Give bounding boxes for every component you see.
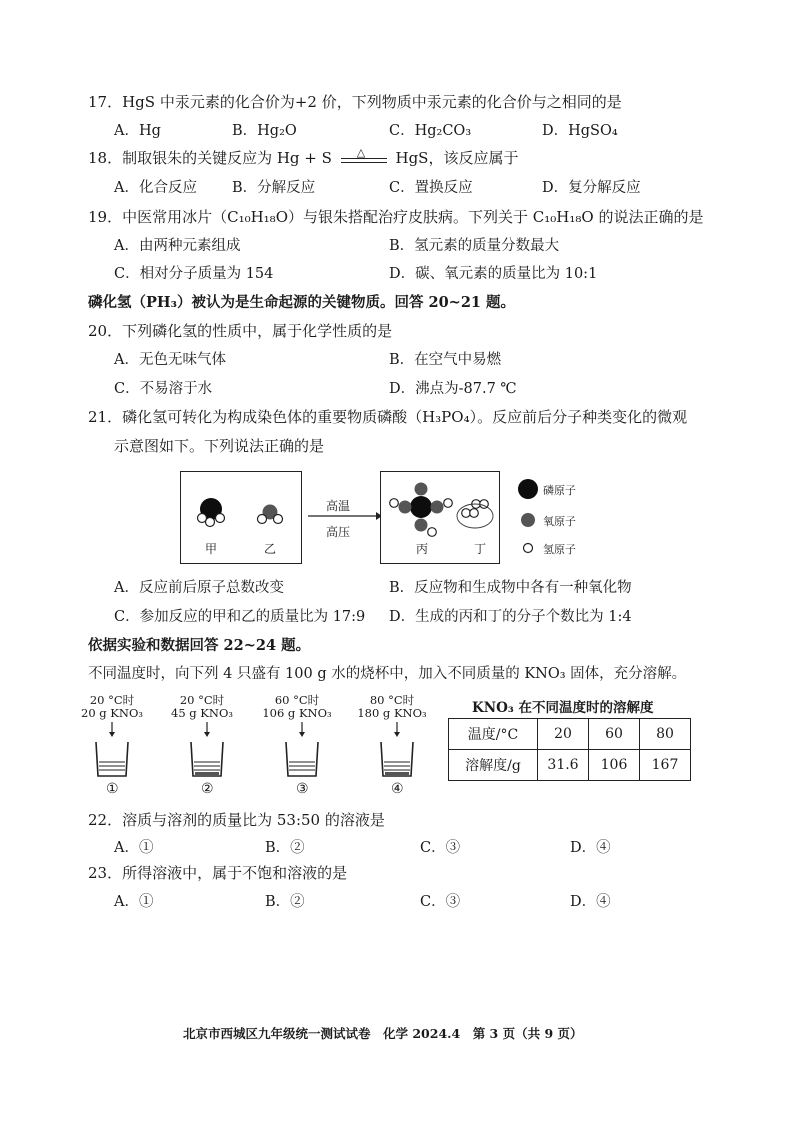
q20-option-c: C．不易溶于水 — [114, 381, 213, 397]
heat-symbol: △ — [356, 146, 366, 159]
q23-stem: 23．所得溶液中，属于不饱和溶液的是 — [88, 864, 348, 882]
q18-option-c: C．置换反应 — [389, 180, 473, 196]
table-cell: 60 — [589, 719, 640, 750]
hydrogen-atom — [444, 499, 453, 508]
q21-option-d: D．生成的丙和丁的分子个数比为 1:4 — [389, 609, 632, 625]
beaker-3-icon — [286, 722, 318, 776]
q22-option-c: C．③ — [420, 840, 461, 856]
q21-option-a: A．反应前后原子总数改变 — [114, 580, 284, 596]
q19-option-a: A．由两种元素组成 — [114, 238, 241, 254]
q17-option-b: B．Hg₂O — [232, 123, 297, 139]
solubility-table — [448, 718, 691, 781]
q23-option-d: D．④ — [570, 894, 611, 910]
q19-option-c: C．相对分子质量为 154 — [114, 266, 274, 282]
q17-option-a: A．Hg — [114, 123, 161, 139]
phosphorus-atom — [410, 496, 432, 518]
beaker-4-number: ④ — [391, 781, 404, 797]
q17-option-d: D．HgSO₄ — [542, 123, 618, 139]
label-bing: 丙 — [416, 542, 429, 556]
table-cell: 80 — [640, 719, 691, 750]
hydrogen-atom — [274, 515, 283, 524]
label-jia: 甲 — [205, 542, 218, 556]
beaker-1-label — [67, 694, 157, 720]
q18-stem — [88, 148, 518, 168]
beaker-3-temp: 60 °C时 — [274, 693, 320, 707]
hydrogen-atom — [462, 509, 471, 518]
label-ding: 丁 — [474, 542, 487, 556]
beaker-4-mass: 180 g KNO₃ — [357, 706, 427, 720]
reaction-arrow — [341, 146, 387, 166]
table-header-temp: 温度/°C — [449, 719, 538, 750]
q22-option-d: D．④ — [570, 840, 611, 856]
reaction-arrow-icon — [306, 510, 382, 522]
q23-option-a: A．① — [114, 894, 154, 910]
q20-stem: 20．下列磷化氢的性质中，属于化学性质的是 — [88, 322, 393, 340]
hydrogen-atom — [428, 528, 437, 537]
q22-stem: 22．溶质与溶剂的质量比为 53:50 的溶液是 — [88, 811, 385, 829]
q18-option-a: A．化合反应 — [114, 180, 197, 196]
q20-option-a: A．无色无味气体 — [114, 352, 226, 368]
oxygen-legend-icon — [521, 513, 535, 527]
q21-stem-line1: 21．磷化氢可转化为构成染色体的重要物质磷酸（H₃PO₄）。反应前后分子种类变化的微观 — [88, 408, 688, 426]
table-row — [449, 719, 691, 750]
table-row — [449, 750, 691, 781]
legend-phosphorus: 磷原子 — [543, 484, 576, 497]
reactants-box — [180, 471, 302, 564]
hydrogen-legend-icon — [524, 544, 533, 553]
section-intro-20-21: 磷化氢（PH₃）被认为是生命起源的关键物质。回答 20~21 题。 — [88, 294, 516, 311]
beaker-2-mass: 45 g KNO₃ — [171, 706, 233, 720]
beaker-4-temp: 80 °C时 — [369, 693, 415, 707]
oxygen-atom — [415, 519, 428, 532]
table-cell: 31.6 — [538, 750, 589, 781]
table-cell: 167 — [640, 750, 691, 781]
beaker-3-number: ③ — [296, 781, 309, 797]
legend-hydrogen: 氢原子 — [543, 543, 576, 556]
beaker-1-temp: 20 °C时 — [89, 693, 135, 707]
beaker-4-label — [347, 694, 437, 720]
beaker-3-label — [252, 694, 342, 720]
q21-option-b: B．反应物和生成物中各有一种氧化物 — [389, 580, 632, 596]
beaker-4-icon — [381, 722, 413, 776]
q22-option-a: A．① — [114, 840, 154, 856]
hydrogen-atom — [390, 499, 399, 508]
q17-stem: 17．HgS 中汞元素的化合价为+2 价，下列物质中汞元素的化合价与之相同的是 — [88, 93, 622, 111]
q18-option-b: B．分解反应 — [232, 180, 316, 196]
q21-option-c: C．参加反应的甲和乙的质量比为 17:9 — [114, 609, 366, 625]
oxygen-atom — [431, 501, 444, 514]
beaker-2-number: ② — [201, 781, 214, 797]
beaker-icons — [90, 722, 430, 782]
section-intro-22-24: 依据实验和数据回答 22~24 题。 — [88, 637, 311, 654]
oxygen-atom — [415, 483, 428, 496]
phosphorus-legend-icon — [518, 479, 538, 499]
beaker-1-number: ① — [106, 781, 119, 797]
q18-stem-a: 18．制取银朱的关键反应为 Hg + S — [88, 149, 332, 167]
experiment-description: 不同温度时，向下列 4 只盛有 100 g 水的烧杯中，加入不同质量的 KNO₃ 固体，充分溶解。 — [88, 666, 687, 682]
q23-option-c: C．③ — [420, 894, 461, 910]
atom-legend-icons — [517, 478, 539, 558]
q18-option-d: D．复分解反应 — [542, 180, 641, 196]
label-yi: 乙 — [264, 542, 277, 556]
beaker-2-label — [157, 694, 247, 720]
condition-high-temp: 高温 — [326, 499, 351, 513]
hydrogen-atom — [470, 509, 479, 518]
products-box — [380, 471, 500, 564]
oxygen-atom — [399, 501, 412, 514]
q20-option-b: B．在空气中易燃 — [389, 352, 502, 368]
q19-stem: 19．中医常用冰片（C₁₀H₁₈O）与银朱搭配治疗皮肤病。下列关于 C₁₀H₁₈O 的说法正确的是 — [88, 208, 704, 226]
q20-option-d: D．沸点为-87.7 ℃ — [389, 381, 517, 397]
solubility-table-title: KNO₃ 在不同温度时的溶解度 — [472, 700, 654, 716]
hydrogen-atom — [198, 514, 207, 523]
beaker-1-icon — [96, 722, 128, 776]
q17-option-c: C．Hg₂CO₃ — [389, 123, 472, 139]
beaker-2-icon — [191, 722, 223, 776]
legend-oxygen: 氧原子 — [543, 515, 576, 528]
hydrogen-atom — [258, 515, 267, 524]
table-header-solubility: 溶解度/g — [449, 750, 538, 781]
beaker-2-temp: 20 °C时 — [179, 693, 225, 707]
q21-stem-line2: 示意图如下。下列说法正确的是 — [114, 437, 325, 455]
q19-option-d: D．碳、氧元素的质量比为 10:1 — [389, 266, 598, 282]
table-cell: 20 — [538, 719, 589, 750]
beaker-1-mass: 20 g KNO₃ — [81, 706, 143, 720]
table-cell: 106 — [589, 750, 640, 781]
page-footer: 北京市西城区九年级统一测试试卷 化学 2024.4 第 3 页（共 9 页） — [183, 1026, 583, 1041]
hydrogen-atom — [216, 514, 225, 523]
q19-option-b: B．氢元素的质量分数最大 — [389, 238, 560, 254]
q18-stem-b: HgS，该反应属于 — [395, 149, 519, 167]
condition-high-pressure: 高压 — [326, 525, 351, 539]
reactant-molecules — [181, 472, 301, 563]
q22-option-b: B．② — [265, 840, 305, 856]
q23-option-b: B．② — [265, 894, 305, 910]
beaker-3-mass: 106 g KNO₃ — [262, 706, 332, 720]
